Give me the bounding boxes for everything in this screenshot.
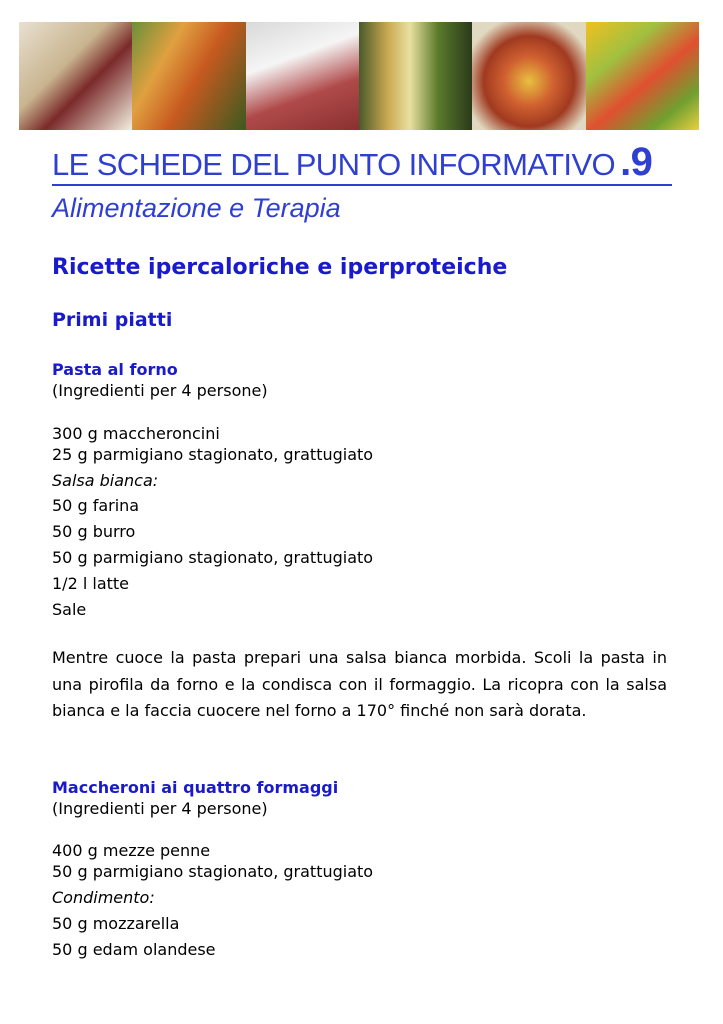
sauce-label: Salsa bianca:: [52, 471, 159, 490]
banner-tile-vegetables: [132, 22, 245, 130]
ingredient-line: 1/2 l latte: [52, 574, 130, 593]
ingredient-line: Sale: [52, 600, 87, 619]
ingredient-line: 300 g maccheroncini: [52, 424, 220, 443]
ingredient-line: 50 g farina: [52, 496, 140, 515]
recipe-title: Maccheroni ai quattro formaggi: [52, 778, 339, 797]
recipe-servings: (Ingredienti per 4 persone): [52, 381, 268, 400]
section-title: Ricette ipercaloriche e iperproteiche: [52, 255, 508, 280]
banner-tile-bread-wine: [19, 22, 132, 130]
recipe-title: Pasta al forno: [52, 360, 178, 379]
series-subtitle: Alimentazione e Terapia: [52, 193, 341, 223]
food-banner-image: [19, 22, 699, 130]
series-title: LE SCHEDE DEL PUNTO INFORMATIVO: [52, 147, 616, 182]
ingredient-line: 50 g burro: [52, 522, 136, 541]
title-underline: [52, 184, 672, 186]
series-header: [52, 140, 672, 187]
banner-tile-pasta-dish: [472, 22, 585, 130]
ingredient-line: 50 g parmigiano stagionato, grattugiato: [52, 548, 374, 567]
recipe-instructions: Mentre cuoce la pasta prepari una salsa bianca morbida. Scoli la pasta in una pirofila da forno e la condisca con il formaggio. La ricopra con la salsa bianca e la faccia cuocere nel forno a 170° finché non sarà dorata.: [52, 648, 667, 720]
banner-tile-wine-bottles: [359, 22, 472, 130]
sauce-label: Condimento:: [52, 888, 155, 907]
ingredient-line: 25 g parmigiano stagionato, grattugiato: [52, 445, 374, 464]
ingredient-line: 50 g parmigiano stagionato, grattugiato: [52, 862, 374, 881]
ingredient-line: 50 g mozzarella: [52, 914, 180, 933]
subsection-title: Primi piatti: [52, 309, 173, 331]
banner-tile-fruit: [586, 22, 699, 130]
recipe-servings: (Ingredienti per 4 persone): [52, 799, 268, 818]
series-number: .9: [620, 140, 653, 184]
ingredient-line: 50 g edam olandese: [52, 940, 216, 959]
banner-tile-cured-meats: [246, 22, 359, 130]
ingredient-line: 400 g mezze penne: [52, 841, 211, 860]
